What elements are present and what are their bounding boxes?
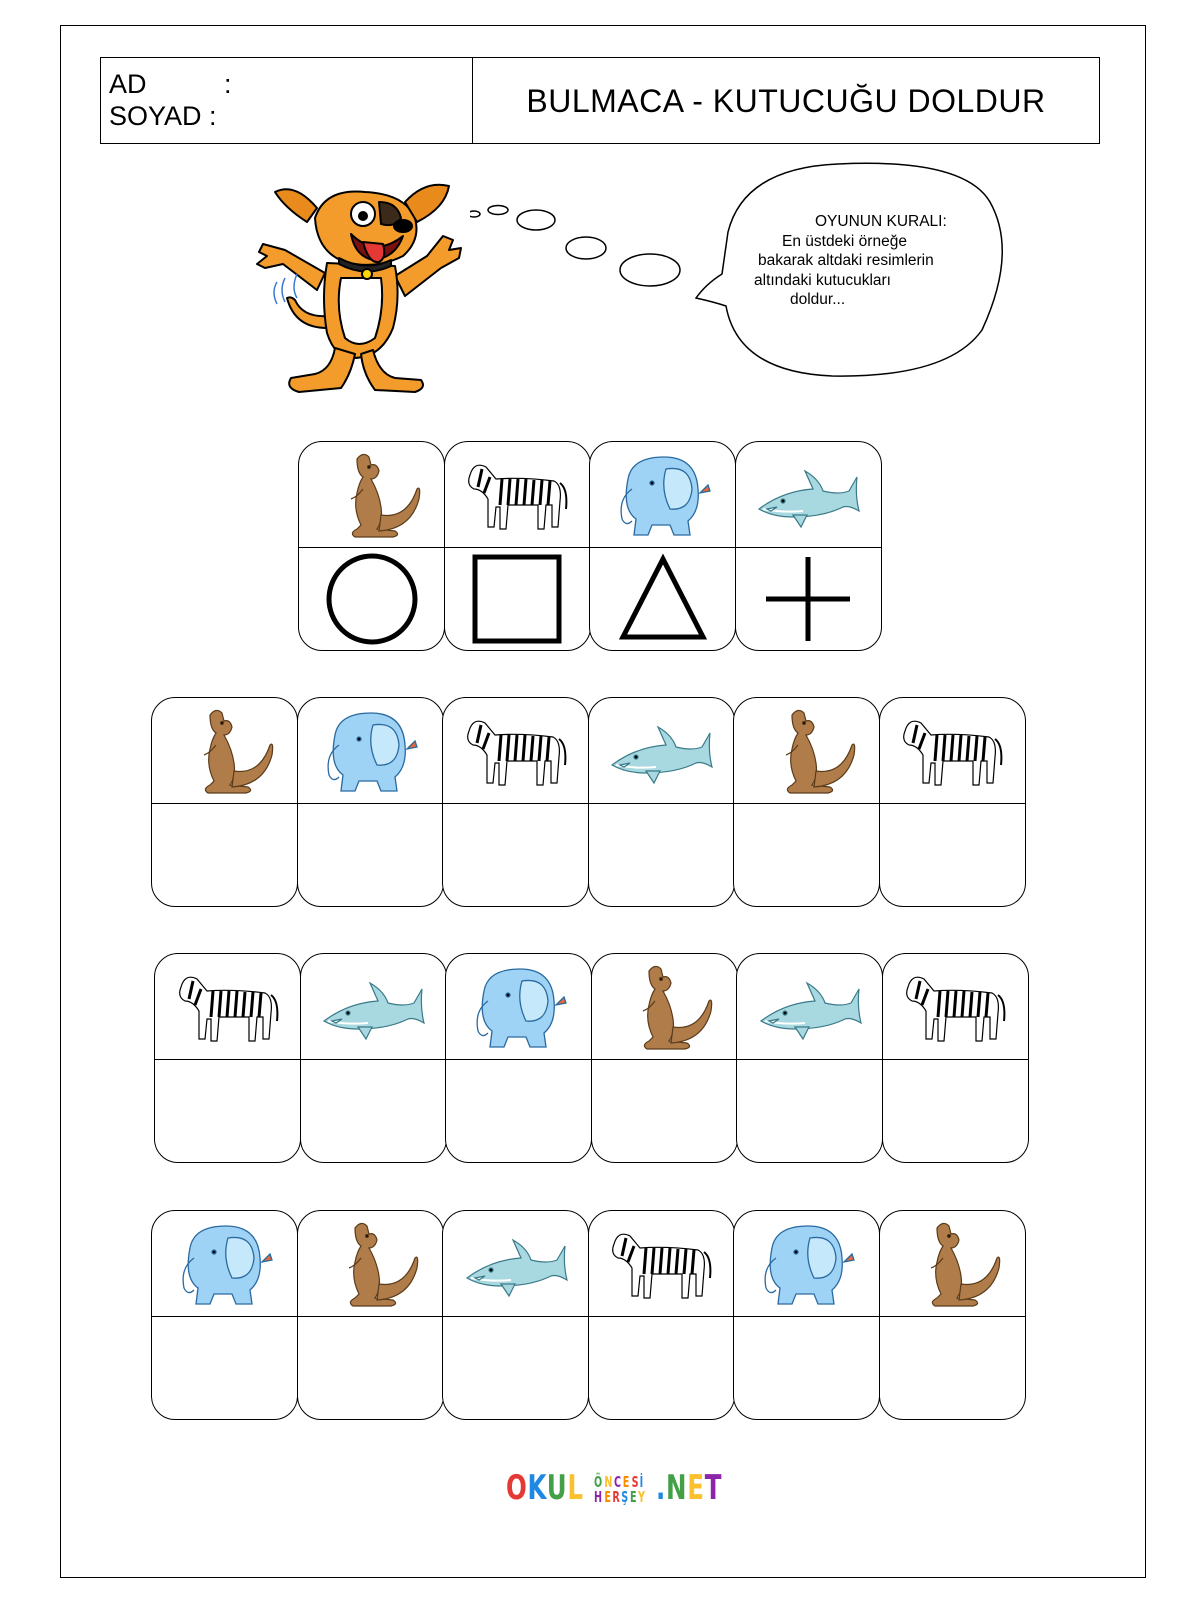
rule-line: altındaki kutucukları <box>754 271 891 289</box>
puzzle-row <box>151 1210 1024 1420</box>
kangaroo-icon <box>592 954 737 1060</box>
key-cell <box>444 441 591 651</box>
puzzle-cell <box>151 1210 298 1420</box>
header-box <box>100 57 1100 144</box>
elephant-icon <box>446 954 591 1060</box>
puzzle-cell <box>588 697 735 907</box>
kangaroo-icon <box>880 1211 1025 1317</box>
elephant-icon <box>152 1211 297 1317</box>
answer-box[interactable] <box>152 1316 297 1419</box>
zebra-icon <box>589 1211 734 1317</box>
answer-box[interactable] <box>883 1059 1028 1162</box>
shark-icon <box>737 954 882 1060</box>
answer-box[interactable] <box>443 1316 588 1419</box>
answer-box[interactable] <box>734 1316 879 1419</box>
key-cell <box>735 441 882 651</box>
zebra-icon <box>880 698 1025 804</box>
rule-line: doldur... <box>790 291 846 308</box>
puzzle-cell <box>300 953 447 1163</box>
plus-icon <box>736 547 881 650</box>
name-label: AD <box>109 69 147 99</box>
puzzle-row <box>151 697 1024 907</box>
answer-box[interactable] <box>880 1316 1025 1419</box>
puzzle-cell <box>154 953 301 1163</box>
kangaroo-icon <box>734 698 879 804</box>
circle-icon <box>299 547 444 650</box>
rule-line: OYUNUN KURALI: <box>815 213 947 230</box>
triangle-icon <box>590 547 735 650</box>
zebra-icon <box>155 954 300 1060</box>
zebra-icon <box>445 442 590 548</box>
logo-stack <box>594 1475 660 1505</box>
kangaroo-icon <box>152 698 297 804</box>
puzzle-cell <box>297 1210 444 1420</box>
answer-box[interactable] <box>589 803 734 906</box>
answer-box[interactable] <box>301 1059 446 1162</box>
puzzle-cell <box>733 1210 880 1420</box>
dog-mascot-icon <box>255 178 470 400</box>
answer-box[interactable] <box>443 803 588 906</box>
puzzle-row <box>154 953 1027 1163</box>
puzzle-cell <box>297 697 444 907</box>
rule-line: bakarak altdaki resimlerin <box>758 252 934 269</box>
logo-text-okul: OKUL <box>506 1468 584 1508</box>
elephant-icon <box>590 442 735 548</box>
puzzle-cell <box>442 697 589 907</box>
worksheet-title: BULMACA - KUTUCUĞU DOLDUR <box>526 83 1046 119</box>
answer-box[interactable] <box>589 1316 734 1419</box>
key-cell <box>589 441 736 651</box>
answer-box[interactable] <box>734 803 879 906</box>
rule-line: En üstdeki örneğe <box>782 232 907 250</box>
logo-text-net: .NET <box>656 1468 723 1508</box>
answer-box[interactable] <box>155 1059 300 1162</box>
logo-text-oncesi: Ö N C E S İ <box>593 1473 644 1491</box>
answer-box[interactable] <box>880 803 1025 906</box>
shark-icon <box>736 442 881 548</box>
puzzle-cell <box>588 1210 735 1420</box>
puzzle-cell <box>879 697 1026 907</box>
name-fields <box>101 58 473 143</box>
shark-icon <box>589 698 734 804</box>
site-logo <box>506 1465 748 1508</box>
answer-box[interactable] <box>592 1059 737 1162</box>
elephant-icon <box>734 1211 879 1317</box>
answer-box[interactable] <box>298 803 443 906</box>
puzzle-cell <box>733 697 880 907</box>
surname-label: SOYAD : <box>109 101 217 131</box>
square-icon <box>445 547 590 650</box>
game-rule-text <box>754 212 995 310</box>
kangaroo-icon <box>299 442 444 548</box>
answer-box[interactable] <box>446 1059 591 1162</box>
puzzle-cell <box>151 697 298 907</box>
puzzle-cell <box>882 953 1029 1163</box>
key-cell <box>298 441 445 651</box>
key-table <box>298 441 880 651</box>
puzzle-cell <box>442 1210 589 1420</box>
shark-icon <box>443 1211 588 1317</box>
puzzle-cell <box>591 953 738 1163</box>
answer-box[interactable] <box>298 1316 443 1419</box>
zebra-icon <box>443 698 588 804</box>
logo-text-hersey: H E R Ş E Y <box>593 1488 646 1506</box>
zebra-icon <box>883 954 1028 1060</box>
answer-box[interactable] <box>152 803 297 906</box>
shark-icon <box>301 954 446 1060</box>
puzzle-cell <box>736 953 883 1163</box>
answer-box[interactable] <box>737 1059 882 1162</box>
puzzle-cell <box>445 953 592 1163</box>
name-colon: : <box>224 69 232 99</box>
elephant-icon <box>298 698 443 804</box>
puzzle-cell <box>879 1210 1026 1420</box>
kangaroo-icon <box>298 1211 443 1317</box>
